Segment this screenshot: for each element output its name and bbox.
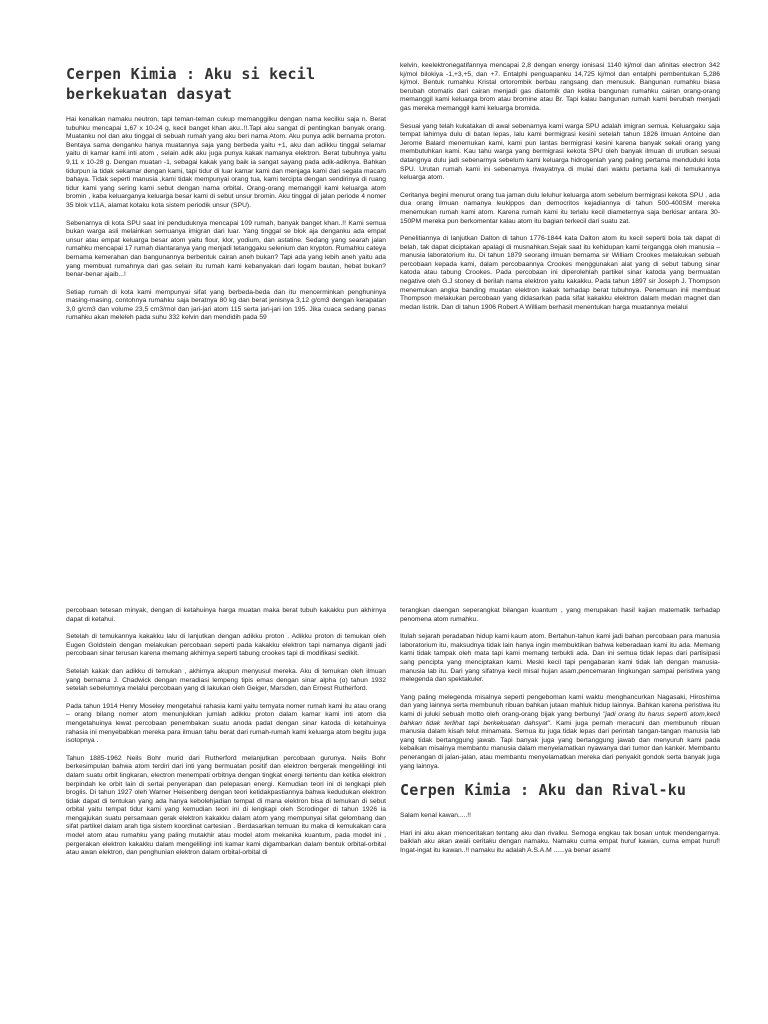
paragraph <box>400 694 720 771</box>
article-title: Cerpen Kimia : Aku si kecil berkekuatan dasyat <box>66 65 316 103</box>
page-2-right-column <box>400 607 720 1024</box>
paragraph: Itulah sejarah peradaban hidup kami kaum atom. Bertahun-tahun kami jadi bahan percobaan para manusia laboratorium itu, maksudnya tidak lain hanya ingin membuktikan bahwa keberadaan kami itu ada. Memang kami tidak tampak oleh mata tapi kami memang terbukti ada. Dan ini semua tidak lepas dari partisipasi sang pencipta yang menciptakan kami. Meski kecil tapi pengabaran kami tidak lah dengan manusia- manusia lab itu. Dari yang sifatnya kecil misal hujan asam,pencemaran lingkungan sampai peristiwa yang melegenda dan spektakuler. <box>400 633 720 684</box>
document-page-2 <box>0 512 768 1024</box>
paragraph: Setiap rumah di kota kami mempunyai sifat yang berbeda-beda dan itu mencerminkan penghuninya masing-masing, contohnya rumahku saja beratnya 80 kg dan berat jenisnya 3,12 g/cm3 dengan kerapatan 3,0 g/cm3 dan volume 23,5 cm3/mol dan jari-jari atom 115 serta jari-jari ion 195. Jika cuaca sedang panas rumahku akan meleleh pada suhu 332 kelvin dan mendidih pada 59 <box>66 288 386 322</box>
paragraph-text: . Kami juga pernah meracuni dan membunuh ribuan manusia dalam kisah telut minamata. Semua itu juga tidak lepas dari perintah tangan-tangan manusia lab yang tidak bertanggung jawab. Tapi banyak juga yang bertanggung jawab dan menyuruh kami pada kebaikan misalnya membantu manusia dalam menyelamatkan nyawanya dari tumor dan kanker. Membantu penerangan di jalan-jalan, atau membantu menyelamatkan mereka dari penyakit gondok serta banyak juga yang lainnya. <box>400 719 720 770</box>
paragraph: Hari ini aku akan menceritakan tentang aku dan rivalku. Semoga engkau tak bosan untuk mendengarnya. baiklah aku akan awali ceritaku dengan namaku. Namaku cuma empat huruf kawan, cuma empat huruf! Ingat-ingat itu kawan..!! namaku itu adalah A.S.A.M ......ya benar asam! <box>400 829 720 854</box>
paragraph: Penelitiannya di lanjutkan Dalton di tahun 1776-1844 kata Dalton atom itu kecil seperti bola tak dapat di belah, tak dapat diciptakan apalagi di musnahkan.Sejak saat itu kehidupan kami tergangga oleh manusia – manusia laboratorium itu. Di tahun 1879 seorang ilmuan bernama sir William Crookes melakukan sebuah percobaan kepada kami, dalam percobaannya Crookes menggunakan alat yang di sebut tabung sinar katoda atau tabung Crookes. Pada percobaan ini diperolehlah partikel sinar katoda yang bermuatan negative oleh G.J stoney di berilah nama elektron yaitu kakakku. Pada tahun 1897 sir Joseph J. Thompson menemukan angka banding muatan elektron kakak terhadap berat tubuhnya. Penemuan inii membuat Thompson melakukan percobaan yang didasarkan pada sifat kakakku elektron dalam medan magnet dan medan listrik. Dan di tahun 1906 Robert A William berhasil menentukan harga muatannya melalui <box>400 235 720 311</box>
paragraph: Hai kenalkan namaku neutron, tapi teman-teman cukup memanggilku dengan nama kecilku saja n. Berat tubuhku mencapai 1,67 x 10-24 g, kecil banget khan aku..!!.Tapi aku sangat di pentingkan banyak orang. Muatanku nol dan aku tinggal di sebuah rumah yang aku beri nama Atom. Aku punya adik bernama proton. Bentaya sama denganku hanya muatannya saja yang berbeda yaitu +1, aku dan adikku tinggal selamar yaitu di kamar kami inti atom , selain adik aku juga punya kakak namanya elektron. Berat tubuhnya yaitu 9,11 x 10-28 g. Dengan muatan -1, sebagai kakak yang baik ia sangat sayang pada adik-adiknya. Bahkan tidurpun ia tidak sekamar dengan kami, tapi tidur di luar kamar kami dan menjaga kami dari segala macam bahaya. Tidak seperti manusia ,kami tidak mempunyai orang tua, kami tercipta dengan sendirinya di ruang tidur kami yang sering kami sebut dengan nama orbital. Orang-orang memanggil kami keluarga atom bromin , kaba keluarganya keluarga besar kami di sebut unsur bromin. Aku tinggal di jalan periode 4 nomer 35 blok v11A, alamat kotaku kota sistem periodik unsur (SPU). <box>66 116 386 209</box>
paragraph: Setelah kakak dan adikku di temukan , akhirnya akupun menyusul mereka. Aku di temukan oleh ilmuan yang bernama J. Chadwick dengan meradiasi lempeng tipis emas dengan sinar alpha (α) tahun 1932 setelah sebelumnya melalui percobaan yang di lakukan oleh Geiger, Marsden, dan Ernest Rutherford. <box>66 667 386 693</box>
article-title: Cerpen Kimia : Aku dan Rival-ku <box>400 781 687 800</box>
page-2-left-column <box>66 607 386 1024</box>
paragraph: Sesuai yang telah kukatakan di awal sebenarnya kami warga SPU adalah imigran semua. Keluargaku saja tempat lahirnya dulu di batan lepas, lalu kami bermigrasi kesini setelah tahun 1826 ilmuan Antoine dan Jerome Balard menemukan kami, kami pun lantas bermigrasi kesini karena banyak sekali orang yang membutuhkan kami. Kau tahu warga yang bermigrasi kekota SPU oleh banyak ilmuan di urutkan sesuai datangnya dulu jadi sebenarnya sebelum kami keluarga hidrogenlah yang paling pertama menduduki kota SPU. Urutan rumah kami ini sebenarnya riwayatnya di mulai dari waktu pertama kali di temukannya keluarga atom. <box>400 122 720 182</box>
paragraph: Ceritanya begini menurut orang tua jaman dulu leluhur keluarga atom sebelum bermigrasi kekota SPU , ada dua orang ilmuan namanya leukippos dan democritos kejadiannya di tahun 500-400SM mereka menemukan rumah kami atom. Karena rumah kami itu terlalu kecil diameternya saja berkisar antara 30-150PM mereka pun berkomentar kalau atom itu bagian terkecil dari suatu zat. <box>400 191 720 225</box>
paragraph-text: Yang paling melegenda misalnya seperti pengeboman kami waktu menghancurkan Nagasaki, Hiroshima dan yang lainnya serta membunuh ribuan bahkan jutaan mahluk hidup lainnya. Bahkan karena peristiwa itu kami di juluki sebuah motto oleh orang-orang bijak yang berbunyi <box>400 693 720 718</box>
page-1-right-column <box>400 62 720 512</box>
paragraph: percobaan tetesan minyak, dengan di ketahuinya harga muatan maka berat tubuh kakakku pun akhirnya dapat di ketahui. <box>66 607 386 623</box>
paragraph: Salam kenal kawan.....!! <box>400 812 471 820</box>
paragraph: Sebenarnya di kota SPU saat ini penduduknya mencapai 109 rumah, banyak banget khan..!! Kami semua bukan warga asli melainkan semuanya imigran dari luar. Yang tinggal se blok aja denganku ada empat unsur atau empat keluarga besar atom yaitu flour, klor, yodium, dan astatine. Sedang yang searah jalan rumahku mencapai 17 rumah diantaranya yang menjadi tetanggaku selenium dan krypton. Rumahku cateya bernama kemerahan dan bangunannya berbentuk cairan aneh bukan? Tapi ada yang lebih aneh yaitu ada yang membuat rumahnya dari gas selain itu rumah kami kebanyakan dari logam bautan, hebat bukan? benar-benar ajaib...! <box>66 219 386 279</box>
page-1-left-column <box>66 64 386 512</box>
paragraph: Setelah di temukannya kakakku lalu di lanjutkan dengan adikku proton . Adikku proton di temukan oleh Eugen Goldstein dengan melakukan percobaan seperti pada kakakku elektron tapi namanya diganti jadi percobaan sinar terusan karena memang akhirnya seperti tabung crookes tapi di modifikasi sedikit. <box>66 633 386 658</box>
paragraph: Tahun 1885-1962 Neils Bohr murid dari Rutherford melanjutkan percobaan gurunya. Neils Bohr berkesimpulan bahwa atom terdiri dari inti yang bermuatan positif dan elektron bergerak mengelilingi inti dalam suatu orbit lingkaran, electron menempati orbitnya dengan tingkat energi tertentu dan ketika elektron berpindah ke orbit lain di sertai penyerapan dan pelepasan energi. Kemudian teori ini di lengkapi pleh broglis. Di tahun 1927 oleh Warner Heisenberg dengan teori ketidakpastiannya bahwa kedudukan elektron tidak dapat di tentukan yang ada hanya kebolehjadian tempat di mana elektron bisa di temukan di sebut orbital yaitu tempat tidur kami yang kemudian teori ini di lengkapi oleh Scrodinger di tahun 1926 ia mengajukan suatu persamaan gerak elektron kakakku dalam atom yang mempunyai sifat gelombang dan sifat partikel dalam arah tiga sistem koordinat cartesian . Berdasarkan temuan itu maka di kemukakan cara model atom atau rumahku yang paling mutakhir atau model atom mekanika kuantum, pada model ini , pergerakan elektron kakakku dalam mengelilingi inti kamar kami digambarkan dalam bentuk orbital-orbital atau awan elektron, dan penghunian elektron dalam orbital-orbital di <box>66 754 386 857</box>
paragraph: kelvin, keelektronegatifannya mencapai 2,8 dengan energy ionisasi 1140 kj/mol dan afinitas electron 342 kj/mol bilokiya -1,+3,+5, dan +7. Entalphi penguapanku 14,725 kj/mol dan entalphi pembentukan 5,286 kj/mol. Bentuk rumahku Kristal ortorombik berbau rangsang dan menusuk. Bangunan rumahku biasa berubah otomatis dari cairan menjadi gas diatomik dan ketika bangunan rumahku cairan orang-orang memanggil kami keluarga brom atau bromine atau Br. Tapi kalau bangunan rumah kami berubah menjadi gas mereka memanggil kami keluarga bromida. <box>400 62 720 112</box>
paragraph: Pada tahun 1914 Henry Moseley mengetahui rahasia kami yaitu ternyata nomer rumah kami itu atau orang – orang bilang nomer atom menunjukkan jumlah adikku proton dalam kamar kami inti atom dia mengetahuinya lewat percobaan penembakan suatu anoda padat dengan sinar katoda di ketahuinya rahasia ini menyebabkan mereka para ilmuan tahu berat dari rumah-rumah kami keluarga atom begitu juga isotopnya . <box>66 702 386 745</box>
quoted-motto: "jadi orang itu harus seperti atom,kecil bahkan tidak terlihat tapi berkekuatan dahsyat" <box>400 710 720 727</box>
paragraph: terangkan daengan seperangkat bilangan kuantum , yang merupakan hasil kajian matematik terhadap penomena atom rumahku. <box>400 607 720 623</box>
